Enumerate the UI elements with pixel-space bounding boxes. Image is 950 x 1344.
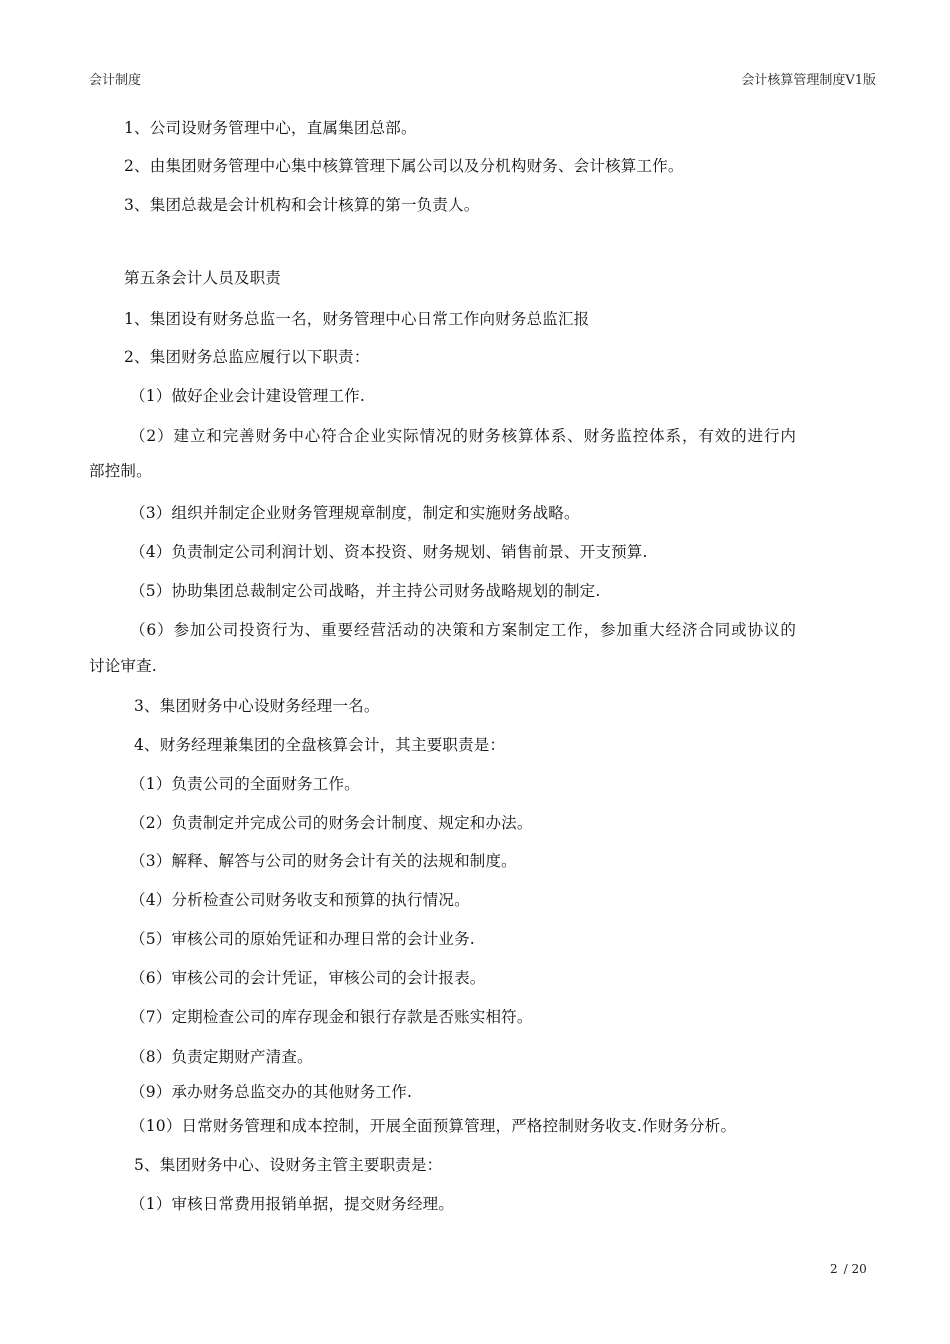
paragraph-line-continued: 部控制。: [89, 462, 152, 480]
paragraph-line: （1）审核日常费用报销单据，提交财务经理。: [130, 1195, 455, 1213]
page-total: / 20: [843, 1262, 867, 1276]
paragraph-line: （10）日常财务管理和成本控制，开展全面预算管理，严格控制财务收支.作财务分析。: [130, 1117, 737, 1135]
paragraph-line: （3）组织并制定企业财务管理规章制度，制定和实施财务战略。: [130, 504, 580, 522]
paragraph-line-continued: 讨论审查.: [89, 657, 157, 675]
section-heading: 第五条会计人员及职责: [124, 269, 282, 287]
paragraph-line: 2、集团财务总监应履行以下职责：: [124, 348, 370, 366]
paragraph-line: （2）建立和完善财务中心符合企业实际情况的财务核算体系、财务监控体系，有效的进行内: [130, 427, 797, 445]
paragraph-line: 3、集团总裁是会计机构和会计核算的第一负责人。: [124, 196, 480, 214]
paragraph-line: 4、财务经理兼集团的全盘核算会计，其主要职责是：: [134, 736, 506, 754]
paragraph-line: 2、由集团财务管理中心集中核算管理下属公司以及分机构财务、会计核算工作。: [124, 157, 684, 175]
paragraph-line: （1）做好企业会计建设管理工作.: [130, 387, 365, 405]
paragraph-line: 5、集团财务中心、设财务主管主要职责是：: [134, 1156, 443, 1174]
paragraph-line: 1、公司设财务管理中心，直属集团总部。: [124, 119, 417, 137]
page-number: [830, 1262, 873, 1276]
paragraph-line: （3）解释、解答与公司的财务会计有关的法规和制度。: [130, 852, 517, 870]
paragraph-line: （1）负责公司的全面财务工作。: [130, 775, 360, 793]
paragraph-line: （6）参加公司投资行为、重要经营活动的决策和方案制定工作，参加重大经济合同或协议的: [130, 621, 797, 639]
paragraph-line: （4）负责制定公司利润计划、资本投资、财务规划、销售前景、开支预算.: [130, 543, 648, 561]
paragraph-line: （8）负责定期财产清查。: [130, 1048, 313, 1066]
paragraph-line: （4）分析检查公司财务收支和预算的执行情况。: [130, 891, 470, 909]
paragraph-line: 3、集团财务中心设财务经理一名。: [134, 697, 380, 715]
paragraph-line: （5）审核公司的原始凭证和办理日常的会计业务.: [130, 930, 475, 948]
paragraph-line: （6）审核公司的会计凭证，审核公司的会计报表。: [130, 969, 486, 987]
header-right-title: 会计核算管理制度V1版: [741, 73, 876, 88]
paragraph-line: 1、集团设有财务总监一名，财务管理中心日常工作向财务总监汇报: [124, 310, 590, 328]
paragraph-line: （7）定期检查公司的库存现金和银行存款是否账实相符。: [130, 1008, 533, 1026]
page-current: 2: [830, 1262, 838, 1276]
paragraph-line: （9）承办财务总监交办的其他财务工作.: [130, 1083, 413, 1101]
paragraph-line: （2）负责制定并完成公司的财务会计制度、规定和办法。: [130, 814, 533, 832]
header-left-title: 会计制度: [89, 73, 142, 88]
paragraph-line: （5）协助集团总裁制定公司战略，并主持公司财务战略规划的制定.: [130, 582, 601, 600]
